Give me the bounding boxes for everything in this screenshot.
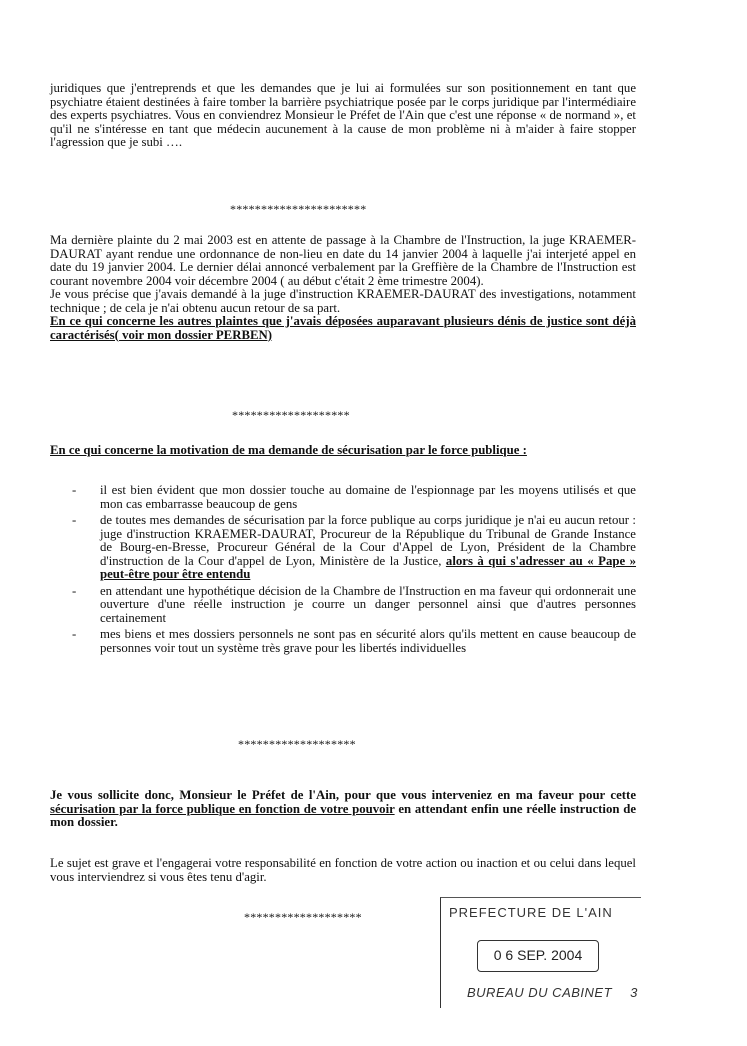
plainte-bold-statement: En ce qui concerne les autres plaintes que j'avais déposées auparavant plusieurs dénis de justice sont déjà caractérisés( voir mon dossier PERBEN) (50, 314, 636, 342)
separator-3: ******************* (238, 737, 356, 751)
stamp-title: PREFECTURE DE L'AIN (449, 905, 613, 920)
stamp-number: 3 (630, 985, 638, 1000)
motivation-item-text: de toutes mes demandes de sécurisation par la force publique au corps juridique je n'ai eu aucun retour : juge d'instruction KRAEMER-DAURAT, Procureur de la République du Tribunal de Grande Instance de Bourg-en-Bresse, Procureur Général de la Cour d'Appel de Lyon, Président de la Chambre d'instruction de la Cour d'appel de Lyon, Ministère de la Justice, (100, 513, 636, 568)
motivation-item-1 (72, 484, 636, 511)
bullet-dash: - (72, 627, 77, 641)
sollicite-underlined: sécurisation par la force publique en fonction de votre pouvoir (50, 801, 395, 816)
motivation-item-2 (72, 514, 636, 582)
grave-text: Le sujet est grave et l'engagerai votre responsabilité en fonction de votre action ou inaction et ou celui dans lequel vous interviendrez si vous êtes tenu d'agir. (50, 856, 636, 884)
prefecture-stamp (440, 897, 641, 1008)
stamp-footer-label: BUREAU DU CABINET (467, 985, 613, 1000)
sollicite-part-2: en attendant enfin une réelle instruction de mon dossier. (50, 801, 636, 829)
motivation-list (72, 484, 636, 658)
stamp-date: 0 6 SEP. 2004 (477, 940, 599, 972)
motivation-heading: En ce qui concerne la motivation de ma demande de sécurisation par le force publique : (50, 443, 527, 457)
plainte-text: Ma dernière plainte du 2 mai 2003 est en attente de passage à la Chambre de l'Instruction, la juge KRAEMER-DAURAT ayant rendue une ordonnance de non-lieu en date du 14 janvier 2004 à laquelle j'ai interjeté appel en date du 19 janvier 2004. Le dernier délai annoncé verbalement par la Greffière de la Chambre de l'Instruction est courant novembre 2004 voir décembre 2004 ( au début c'était 2 ème trimestre 2004). (50, 233, 636, 288)
motivation-item-text: en attendant une hypothétique décision de la Chambre de l'Instruction en ma faveur qui ordonnerait une ouverture d'une réelle instruction je courre un danger personnel ainsi que d'autres personnes certainement (100, 583, 636, 625)
grave-paragraph (50, 857, 636, 884)
bullet-dash: - (72, 483, 77, 497)
sollicite-paragraph (50, 789, 636, 830)
motivation-item-text: mes biens et mes dossiers personnels ne sont pas en sécurité alors qu'ils mettent en cause beaucoup de personnes voir tout un système très grave pour les libertés individuelles (100, 627, 636, 655)
motivation-item-bold: alors à qui s'adresser au « Pape » peut-être pour être entendu (100, 553, 637, 581)
separator-1: ********************** (230, 202, 367, 216)
separator-4: ******************* (244, 910, 362, 924)
motivation-item-4 (72, 628, 636, 655)
separator-2: ******************* (232, 408, 350, 422)
bullet-dash: - (72, 513, 77, 527)
plainte-text-2: Je vous précise que j'avais demandé à la juge d'instruction KRAEMER-DAURAT des investigations, notamment technique ; de cela je n'ai obtenu aucun retour de sa part. (50, 287, 636, 315)
intro-paragraph (50, 82, 636, 150)
intro-text: juridiques que j'entreprends et que les demandes que je lui ai formulées sur son positionnement en tant que psychiatre étaient destinées à faire tomber la barrière psychiatrique posée par le corps juridique par l'intermédiaire des experts psychiatres. Vous en conviendrez Monsieur le Préfet de l'Ain que c'est une réponse « de normand », et qu'il ne s'intéresse en tant que médecin aucunement à la cause de mon problème ni à m'aider à faire stopper l'agression que je subi …. (50, 81, 636, 149)
bullet-dash: - (72, 583, 77, 598)
motivation-item-3 (72, 585, 636, 626)
motivation-item-text: il est bien évident que mon dossier touche au domaine de l'espionnage par les moyens utilisés et que mon cas embarrasse beaucoup de gens (100, 483, 636, 511)
stamp-footer (467, 986, 641, 1000)
plainte-paragraph (50, 234, 636, 342)
sollicite-part-1: Je vous sollicite donc, Monsieur le Préfet de l'Ain, pour que vous interveniez en ma faveur pour cette (50, 788, 636, 802)
